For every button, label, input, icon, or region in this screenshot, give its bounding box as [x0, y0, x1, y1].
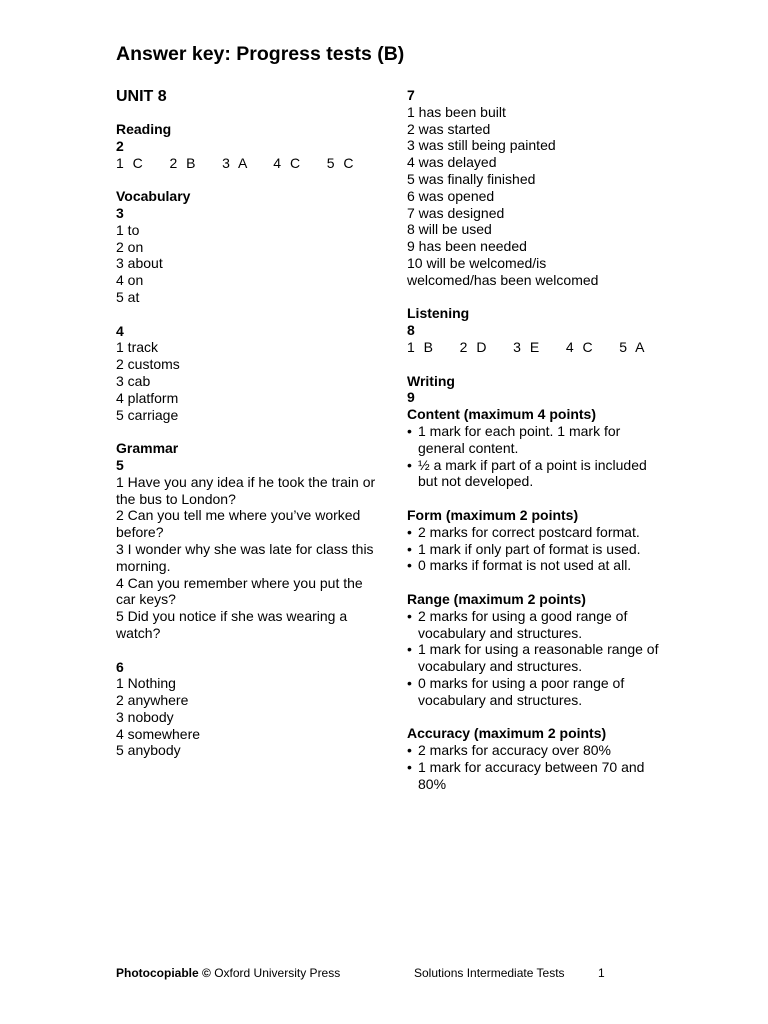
answer-item: 10 will be welcomed/is welcomed/has been welcomed: [407, 254, 599, 288]
exercise-number: 2: [116, 137, 124, 154]
listening-answers: 1 B 2 D 3 E 4 C 5 A: [407, 338, 645, 355]
exercise-number: 9: [407, 389, 415, 406]
answer-item: 1 Nothing: [116, 675, 176, 692]
reading-answers: 1 C 2 B 3 A 4 C 5 C: [116, 154, 354, 171]
answer-item: 2 anywhere: [116, 692, 189, 709]
criteria-list: [407, 608, 662, 709]
criteria-heading: Range (maximum 2 points): [407, 590, 586, 607]
criteria-item: • 1 mark for accuracy between 70 and 80%: [407, 759, 662, 793]
criteria-item: • 0 marks if format is not used at all.: [407, 557, 662, 574]
answer-item: 5 was finally finished: [407, 170, 536, 187]
criteria-item: • 1 mark for each point. 1 mark for general content.: [407, 423, 662, 457]
criteria-item: • 0 marks for using a poor range of vocabulary and structures.: [407, 675, 662, 709]
photocopiable-label: Photocopiable ©: [116, 966, 211, 980]
range-criteria: [407, 591, 662, 709]
grammar-section: [116, 440, 384, 642]
vocabulary-heading: Vocabulary: [116, 188, 191, 205]
answer-item: 5 at: [116, 288, 140, 305]
unit-heading: UNIT 8: [116, 88, 167, 105]
book-title: Solutions Intermediate Tests: [414, 966, 565, 980]
answer-item: 8 will be used: [407, 221, 492, 238]
answer-item: 3 I wonder why she was late for class this morning.: [116, 540, 374, 574]
accuracy-criteria: [407, 725, 662, 792]
vocabulary-4-section: [116, 323, 384, 424]
criteria-list: [407, 524, 662, 574]
exercise-number: 8: [407, 322, 415, 339]
answer-item: 5 carriage: [116, 406, 179, 423]
answer-item: 2 customs: [116, 356, 180, 373]
writing-section: [407, 373, 662, 793]
vocabulary-section: [116, 188, 384, 306]
answer-item: 5 anybody: [116, 742, 181, 759]
answer-item: 4 platform: [116, 389, 179, 406]
answer-item: 4 on: [116, 272, 144, 289]
reading-section: [116, 121, 384, 171]
exercise-7-section: [407, 87, 662, 289]
exercise-number: 3: [116, 204, 124, 221]
answer-item: 4 somewhere: [116, 725, 201, 742]
answer-item: 1 has been built: [407, 103, 506, 120]
criteria-item: • 2 marks for accuracy over 80%: [407, 742, 662, 759]
answer-item: 2 was started: [407, 120, 491, 137]
criteria-list: [407, 423, 662, 490]
answer-item: 3 about: [116, 255, 163, 272]
answer-item: 1 Have you any idea if he took the train or the bus to London?: [116, 473, 376, 507]
exercise-number: 5: [116, 456, 124, 473]
grammar-heading: Grammar: [116, 440, 179, 457]
criteria-item: • 2 marks for correct postcard format.: [407, 524, 662, 541]
copyright-notice: [116, 965, 340, 981]
left-column: [116, 87, 384, 776]
page-title: Answer key: Progress tests (B): [116, 43, 405, 65]
writing-heading: Writing: [407, 372, 455, 389]
answer-item: 3 cab: [116, 372, 151, 389]
criteria-item: • ½ a mark if part of a point is included but not developed.: [407, 457, 662, 491]
criteria-heading: Accuracy (maximum 2 points): [407, 725, 607, 742]
criteria-item: • 2 marks for using a good range of vocabulary and structures.: [407, 608, 662, 642]
content-criteria: [407, 406, 662, 490]
criteria-item: • 1 mark if only part of format is used.: [407, 541, 662, 558]
answer-item: 3 nobody: [116, 708, 174, 725]
answer-item: 4 Can you remember where you put the car keys?: [116, 574, 363, 608]
criteria-item: • 1 mark for using a reasonable range of vocabulary and structures.: [407, 641, 662, 675]
exercise-number: 4: [116, 322, 124, 339]
listening-section: [407, 305, 662, 355]
page-number: 1: [598, 966, 605, 980]
criteria-list: [407, 742, 662, 792]
listening-heading: Listening: [407, 305, 470, 322]
form-criteria: [407, 507, 662, 574]
criteria-heading: Form (maximum 2 points): [407, 506, 579, 523]
answer-item: 5 Did you notice if she was wearing a watch?: [116, 608, 348, 641]
answer-item: 2 Can you tell me where you’ve worked before?: [116, 507, 361, 541]
right-column: [407, 87, 662, 809]
reading-heading: Reading: [116, 121, 172, 137]
grammar-6-section: [116, 659, 384, 760]
publisher-name: Oxford University Press: [214, 966, 341, 980]
exercise-number: 6: [116, 658, 124, 675]
answer-item: 7 was designed: [407, 204, 505, 221]
answer-item: 1 to: [116, 221, 140, 238]
answer-item: 6 was opened: [407, 187, 495, 204]
answer-item: 2 on: [116, 238, 144, 255]
criteria-heading: Content (maximum 4 points): [407, 406, 597, 423]
answer-item: 9 has been needed: [407, 238, 527, 255]
exercise-number: 7: [407, 87, 415, 103]
answer-item: 3 was still being painted: [407, 137, 556, 154]
answer-item: 1 track: [116, 339, 159, 356]
answer-item: 4 was delayed: [407, 154, 497, 171]
